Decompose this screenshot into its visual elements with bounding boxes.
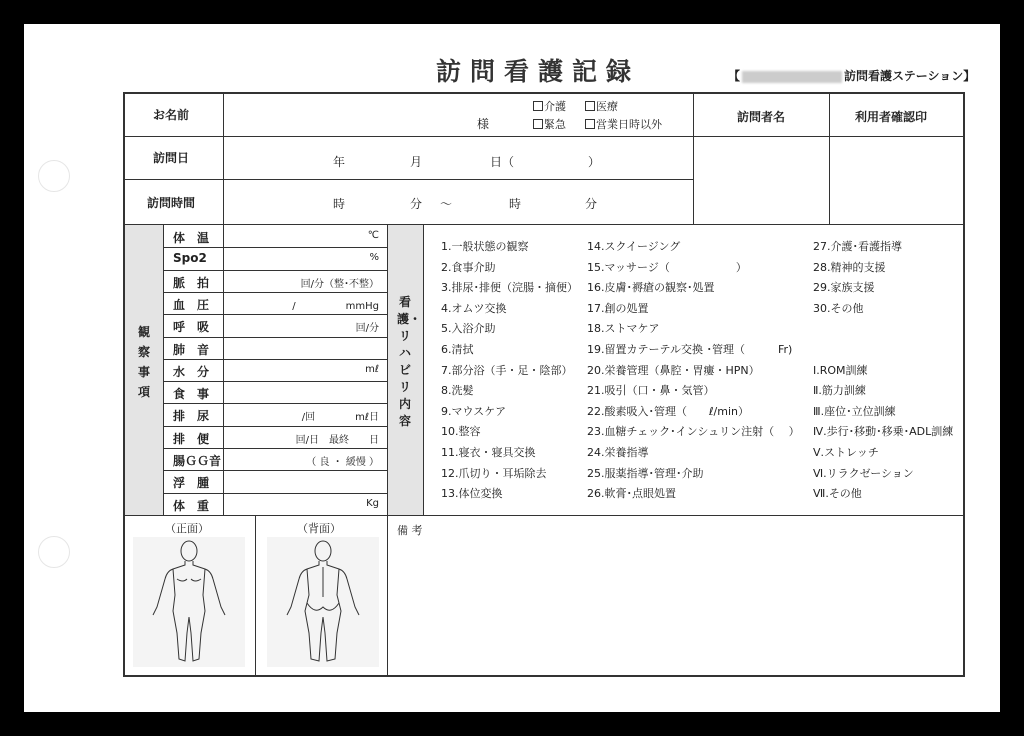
care-item[interactable]: 4.オムツ交換	[441, 301, 507, 315]
checkbox-iryo[interactable]: 医療	[585, 98, 618, 114]
station-name: 【 訪問看護ステーション】	[728, 69, 976, 83]
back-label: （背面）	[297, 522, 341, 535]
punch-hole	[38, 160, 70, 192]
observation-item-label: 腸ＧＧ音	[173, 454, 222, 468]
observation-section-label: 観察事項	[137, 325, 150, 399]
care-item[interactable]: Ⅴ.ストレッチ	[813, 446, 879, 459]
observation-item-field[interactable]: （ 良 ・ 緩慢 ）	[306, 457, 379, 468]
care-item[interactable]: 2.食事介助	[441, 260, 496, 274]
care-section-label: 看護・リハビリ内容	[397, 295, 422, 428]
remarks-field[interactable]	[401, 540, 951, 660]
care-item[interactable]: 24.栄養指導	[587, 446, 649, 459]
observation-item-field[interactable]: 回/分	[355, 323, 379, 335]
front-label: （正面）	[165, 522, 209, 535]
care-item[interactable]: 5.入浴介助	[441, 322, 496, 336]
observation-item-label: 浮 腫	[173, 476, 210, 491]
care-item[interactable]: 7.部分浴（手・足・陰部）	[441, 363, 573, 377]
observation-item-label: 排 尿	[173, 409, 210, 424]
care-item[interactable]: 16.皮膚･褥瘡の観察･処置	[587, 281, 715, 295]
care-item[interactable]: Ⅰ.ROM訓練	[813, 363, 868, 377]
care-item[interactable]: 25.服薬指導･管理･介助	[587, 466, 704, 480]
observation-item-label: 体 重	[173, 498, 210, 513]
observation-item-field[interactable]: / mmHg	[292, 300, 379, 312]
care-item[interactable]: 22.酸素吸入･管理（ ℓ/min）	[587, 404, 749, 418]
body-back-icon	[267, 537, 379, 667]
date-label: 訪問日	[153, 151, 190, 165]
page-title: 訪問看護記録	[436, 57, 641, 86]
checkbox-kinkyu[interactable]: 緊急	[533, 116, 566, 132]
observation-item-field[interactable]: %	[369, 252, 379, 264]
observation-item-label: 脈 拍	[173, 275, 210, 290]
care-item[interactable]: 21.吸引（口・鼻・気管）	[587, 384, 715, 398]
name-label: お名前	[153, 108, 190, 122]
observation-item-label: 食 事	[173, 387, 210, 402]
care-item[interactable]: Ⅲ.座位･立位訓練	[813, 404, 896, 418]
observation-item-label: 肺 音	[173, 342, 210, 357]
redacted-station	[742, 71, 842, 83]
confirm-label: 利用者確認印	[855, 110, 928, 124]
care-item[interactable]: 14.スクイージング	[587, 240, 681, 253]
observation-item-label: 排 便	[173, 431, 210, 446]
observation-item-field[interactable]: 回/分（整･不整）	[300, 278, 379, 290]
observation-item-field[interactable]: ℃	[367, 230, 379, 241]
remarks-label: 備 考	[397, 524, 423, 537]
observation-item-label: 水 分	[173, 364, 210, 379]
record-form: お名前 様 介護 医療 緊急 営業日時以外 訪問者名 利用者確認印 訪問日 年 月 日（ ） 訪問時間 時 分 ～ 時 分 観察事項 看護・リハビリ内容 体 温 ℃ Spo2 % 脈 拍 回/分（整･不整） 血 圧 / mmHg 呼 吸 回/分 肺 音 水 分 mℓ 食 事 排 尿 /回 mℓ日 排 便 回/日 最終 日 腸ＧＧ音 （ 良 ・ 緩慢 ） 浮 腫 体 重 Kg 1.一般状態の観察 2.食事介助 3.排尿･排便（浣腸・摘便） 4.オムツ交換 5.入浴介助 6.清拭 7.部分浴（手・足・陰部） 8.洗髪 9.マウスケア 10.整容 11.寝衣・寝具交換 12.爪切り・耳垢除去 13.体位変換 14.スクイージング 15.マッサージ（ ） 16.皮膚･褥瘡の観察･処置 17.創の処置 18.ストマケア 19.留置カテーテル交換 ･管理（ Fr) 20.栄養管理（鼻腔・胃瘻・HPN） 21.吸引（口・鼻・気管） 22.酸素吸入･管理（ ℓ/min） 23.血糖チェック･インシュリン注射（ ） 24.栄養指導 25.服薬指導･管理･介助 26.軟膏･点眼処置 27.介護･看護指導 28.精神的支援 29.家族支援 30.その他 Ⅰ.ROM訓練 Ⅱ.筋力訓練 Ⅲ.座位･立位訓練 Ⅳ.歩行･移動･移乗･ADL訓練 Ⅴ.ストレッチ Ⅵ.リラクゼーション Ⅶ.その他 （正面） （背面） 備 考	[123, 92, 965, 677]
care-item[interactable]: 26.軟膏･点眼処置	[587, 487, 676, 501]
care-item[interactable]: 17.創の処置	[587, 301, 649, 315]
visitor-label: 訪問者名	[737, 110, 786, 124]
body-back-diagram[interactable]	[267, 537, 379, 667]
care-item[interactable]: 28.精神的支援	[813, 260, 886, 274]
observation-item-field[interactable]: Kg	[366, 497, 379, 509]
care-item[interactable]: Ⅶ.その他	[813, 487, 862, 501]
observation-item-label: 血 圧	[173, 297, 210, 312]
checkbox-after-hours[interactable]: 営業日時以外	[585, 116, 662, 132]
care-item[interactable]: 9.マウスケア	[441, 404, 507, 418]
care-item[interactable]: 19.留置カテーテル交換 ･管理（ Fr)	[587, 343, 793, 356]
care-item[interactable]: 13.体位変換	[441, 487, 503, 501]
care-item[interactable]: 12.爪切り・耳垢除去	[441, 466, 547, 480]
care-item[interactable]: 6.清拭	[441, 343, 474, 356]
observation-item-label: 体 温	[173, 231, 210, 245]
observation-item-label: 呼 吸	[173, 320, 210, 335]
care-item[interactable]: 15.マッサージ（ ）	[587, 260, 747, 274]
care-item[interactable]: Ⅱ.筋力訓練	[813, 384, 866, 398]
care-item[interactable]: 20.栄養管理（鼻腔・胃瘻・HPN）	[587, 363, 760, 377]
checkbox-kaigo[interactable]: 介護	[533, 98, 566, 114]
care-item[interactable]: 3.排尿･排便（浣腸・摘便）	[441, 281, 578, 295]
observation-item-field[interactable]: mℓ	[365, 363, 379, 375]
honorific: 様	[477, 117, 490, 131]
body-front-diagram[interactable]	[133, 537, 245, 667]
care-item[interactable]: 18.ストマケア	[587, 322, 660, 336]
observation-item-field[interactable]: 回/日 最終 日	[295, 434, 379, 446]
care-item[interactable]: 23.血糖チェック･インシュリン注射（ ）	[587, 425, 800, 439]
care-item[interactable]: 30.その他	[813, 301, 864, 315]
care-item[interactable]: 8.洗髪	[441, 384, 474, 398]
care-item[interactable]: Ⅵ.リラクゼーション	[813, 466, 914, 480]
time-label: 訪問時間	[147, 196, 196, 210]
care-item[interactable]: Ⅳ.歩行･移動･移乗･ADL訓練	[813, 425, 954, 439]
care-item[interactable]: 27.介護･看護指導	[813, 240, 902, 253]
care-item[interactable]: 10.整容	[441, 425, 481, 439]
observation-item-label: Spo2	[173, 251, 207, 266]
care-item[interactable]: 11.寝衣・寝具交換	[441, 446, 536, 459]
care-item[interactable]: 29.家族支援	[813, 281, 875, 295]
observation-item-field[interactable]: /回 mℓ日	[301, 412, 379, 424]
body-front-icon	[133, 537, 245, 667]
care-item[interactable]: 1.一般状態の観察	[441, 240, 529, 253]
punch-hole	[38, 536, 70, 568]
